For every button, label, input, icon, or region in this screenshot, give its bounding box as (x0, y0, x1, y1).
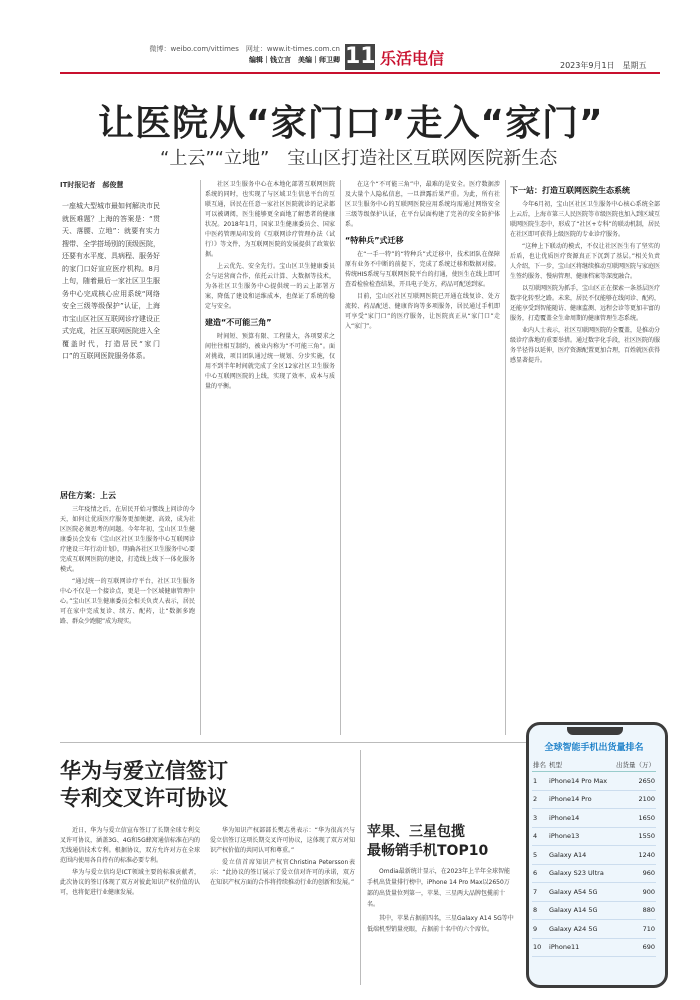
paragraph: 时间短、预算有限、工程量大，各项要求之间往往相互制约，被业内称为“不可能三角”。面对挑战，项目团队通过统一规划、分步实施，仅用不到半年时间就完成了全区12家社区卫生服务中心互联网医院的上线，实现了效率、成本与质量的平衡。 (205, 333, 335, 390)
paragraph: 华为知识产权部部长樊志勇表示：“华为很高兴与爱立信签订这项长期交叉许可协议，这体现了双方对知识产权价值的共同认可和尊重。” (210, 827, 355, 854)
ranking-title: 全球智能手机出货量排名 (544, 743, 644, 753)
rank-cell: 9 (532, 920, 548, 939)
section-heading: “特种兵”式迁移 (345, 236, 404, 245)
paragraph: 今年6月初，宝山区社区卫生服务中心核心系统全部上云后，上海市第三人民医院等市级医院也加入到区域互联网医院生态中，形成了“社区+专科”的联动机制，居民在社区即可获得上级医院的专业诊疗服务。 (510, 201, 660, 238)
column-divider (505, 180, 506, 735)
table-row (532, 938, 656, 957)
shipment-cell: 2100 (612, 790, 656, 809)
article-column-3 (345, 180, 500, 735)
section-heading: 居住方案：上云 (60, 491, 116, 500)
paragraph: “通过统一的互联网诊疗平台，社区卫生服务中心不仅是一个接诊点，更是一个区域健康管理中心。”宝山区卫生健康委员会相关负责人表示，居民可在家中完成复诊、续方、配药，让“数据多跑路、群众少跑腿”成为现实。 (60, 578, 195, 625)
huawei-headline: 华为与爱立信签订 专利交叉许可协议 (60, 759, 228, 810)
shipment-cell: 960 (612, 864, 656, 883)
model-cell: Galaxy A24 5G (548, 920, 612, 939)
column-header: 机型 (548, 758, 612, 772)
rank-cell: 3 (532, 809, 548, 828)
main-headline: 让医院从“家门口”走入“家门” (98, 103, 604, 144)
article-author: IT时报记者 郝俊慧 (60, 181, 124, 189)
paragraph: 三年疫情之后，在居民开始习惯线上问诊的今天，如何让优质医疗服务更加便捷、高效，成为社区医院必须思考的问题。今年年初，宝山区卫生健康委员会发布《宝山区社区卫生服务中心互联网诊疗建设三年行动计划》，明确各社区卫生服务中心要完成互联网医院的建设，打造线上线下一体化服务模式。 (60, 506, 195, 573)
shipment-cell: 2650 (612, 772, 656, 791)
rank-cell: 7 (532, 883, 548, 902)
shipment-cell: 1240 (612, 846, 656, 865)
phone-notch (567, 727, 623, 735)
rank-cell: 5 (532, 846, 548, 865)
section-heading: 下一站：打造互联网医院生态系统 (510, 186, 630, 195)
table-row (532, 864, 656, 883)
column-divider (200, 180, 201, 735)
apple-samsung-headline: 苹果、三星包揽 最畅销手机TOP10 (367, 824, 489, 859)
column-divider (340, 180, 341, 735)
paragraph: 社区卫生服务中心在本地化部署互联网医院系统的同时，也实现了与区域卫生信息平台的互联互通，居民在任意一家社区医院就诊的记录都可以被调阅，医生能够更全面地了解患者的健康状况。2018年1月，国家卫生健康委员会、国家中医药管理局印发的《互联网诊疗管理办法（试行）》等文件，为互联网医院的发展提供了政策依据。 (205, 181, 335, 258)
lead-paragraph: 一座城大型城市最如何解决市民就医难题？上海的答案是：“贯天、落腰、立地”：就要有实力搜带、全学搭场别的顶级医院，还要有水平度、具病程、服务好的家门口好宣应医疗机构。8月上旬，随着最后一家社区卫生服务中心完成核心应用系统“网络安全三级等级保护”认证，上海市宝山区社区互联网诊疗建设正式完成，社区互联网医院进入全覆盖时代，打造居民“家门口”的互联网医院服务体系。 (62, 202, 160, 360)
web-info: 微博：weibo.com/vittimes 网址：www.it-times.com.cn (149, 45, 340, 53)
rank-cell: 1 (532, 772, 548, 791)
column-header: 出货量（万） (612, 758, 656, 772)
section-heading: 建造“不可能三角” (205, 318, 272, 327)
editor-info: 编辑｜钱立言 美编｜师卫卿 (249, 56, 340, 64)
masthead-info (60, 44, 340, 66)
article-column-2 (205, 180, 335, 735)
shipment-cell: 1650 (612, 809, 656, 828)
model-cell: Galaxy A14 5G (548, 901, 612, 920)
table-row (532, 846, 656, 865)
huawei-column-2 (210, 826, 355, 986)
rank-cell: 6 (532, 864, 548, 883)
table-row (532, 920, 656, 939)
table-row (532, 883, 656, 902)
shipment-cell: 690 (612, 938, 656, 957)
header-rule (60, 72, 660, 74)
paragraph: 业内人士表示，社区互联网医院的全覆盖，是推动分级诊疗落地的重要举措。通过数字化手段，社区医院的服务半径得以延伸，医疗资源配置更加合理，百姓就医获得感显著提升。 (510, 327, 660, 364)
model-cell: Galaxy S23 Ultra (548, 864, 612, 883)
paragraph: 华为与爱立信均是ICT领域主要的标准贡献者，此次协议的签订体现了双方对彼此知识产权价值的认可，也将促进行业健康发展。 (60, 869, 200, 896)
rank-cell: 8 (532, 901, 548, 920)
model-cell: Galaxy A14 (548, 846, 612, 865)
model-cell: Galaxy A54 5G (548, 883, 612, 902)
shipment-cell: 1550 (612, 827, 656, 846)
paragraph: 上云优先、安全先行。宝山区卫生健康委员会与运营商合作，依托云计算、大数据等技术，为各社区卫生服务中心提供统一的云上部署方案，降低了建设和运维成本，也保证了系统的稳定与安全。 (205, 263, 335, 310)
paragraph: 近日，华为与爱立信宣布签订了长期全球专利交叉许可协议，涵盖3G、4G和5G蜂窝通信标准在内的无线通信技术专利。根据协议，双方允许对方在全球范围内使用各自持有的标准必要专利。 (60, 827, 200, 864)
issue-date: 2023年9月1日 星期五 (560, 61, 647, 70)
apple-samsung-body: Omdia最新统计显示，在2023年上半年全球智能手机出货量排行榜中，iPhone 14 Pro Max以2650万部的出货量位列第一，苹果、三星两大品牌包揽前十名。 其中，苹果占据前四名，三星Galaxy A14 5G等中低端机型销量亮眼，占据前十名中的六个席位。 (367, 868, 514, 933)
page-number: 11 (345, 44, 376, 69)
model-cell: iPhone13 (548, 827, 612, 846)
rank-cell: 4 (532, 827, 548, 846)
table-row (532, 901, 656, 920)
paragraph: 以互联网医院为抓手，宝山区正在探索一条基层医疗数字化转型之路。未来，居民不仅能够在线问诊、配药，还能享受到智能随访、健康监测、远程会诊等更加丰富的服务，打造覆盖全生命周期的健康管理生态系统。 (510, 285, 660, 322)
paragraph: 在“一手一特”的“特种兵”式迁移中，技术团队在保障原有业务不中断的前提下，完成了系统迁移和数据对接。传统HIS系统与互联网医院平台的打通，使医生在线上即可查看检验检查结果，开具电子处方，药品可配送到家。 (345, 251, 500, 288)
section-title: 乐活电信 (380, 49, 445, 68)
table-row (532, 809, 656, 828)
model-cell: iPhone14 Pro Max (548, 772, 612, 791)
paragraph: 爱立信首席知识产权官Christina Petersson表示：“此协议的签订展示了爱立信对许可的承诺，双方在知识产权方面的合作将持续推动行业的创新和发展。” (210, 859, 355, 886)
shipment-cell: 900 (612, 883, 656, 902)
paragraph: 目前，宝山区社区互联网医院已开通在线复诊、处方流转、药品配送、健康咨询等多项服务，居民通过手机即可享受“家门口”的医疗服务，让医院真正从“家门口”走入“家门”。 (345, 293, 500, 330)
ranking-table (532, 758, 656, 957)
shipment-cell: 880 (612, 901, 656, 920)
article-column-4 (510, 180, 660, 735)
column-divider (360, 750, 361, 985)
paragraph: “这种上下联动的模式，不仅让社区医生有了坚实的后盾，也让优质医疗资源真正下沉到了基层。”相关负责人介绍，下一步，宝山区将继续推动互联网医院与家庭医生签约服务、慢病管理、健康档案等深度融合。 (510, 243, 660, 280)
sub-headline: “上云”“立地” 宝山区打造社区互联网医院新生态 (160, 148, 558, 169)
paragraph: 在这个“不可能三角”中，最难的是安全。医疗数据涉及大量个人隐私信息，一旦泄露后果严重。为此，所有社区卫生服务中心的互联网医院应用系统均需通过网络安全三级等级保护认证，在平台层面构建了完善的安全防护体系。 (345, 181, 500, 228)
model-cell: iPhone11 (548, 938, 612, 957)
model-cell: iPhone14 (548, 809, 612, 828)
table-row (532, 790, 656, 809)
table-row (532, 772, 656, 791)
model-cell: iPhone14 Pro (548, 790, 612, 809)
shipment-cell: 710 (612, 920, 656, 939)
rank-cell: 2 (532, 790, 548, 809)
huawei-column-1 (60, 826, 200, 986)
table-row (532, 827, 656, 846)
rank-cell: 10 (532, 938, 548, 957)
article-column-1 (60, 485, 195, 735)
column-header: 排名 (532, 758, 548, 772)
